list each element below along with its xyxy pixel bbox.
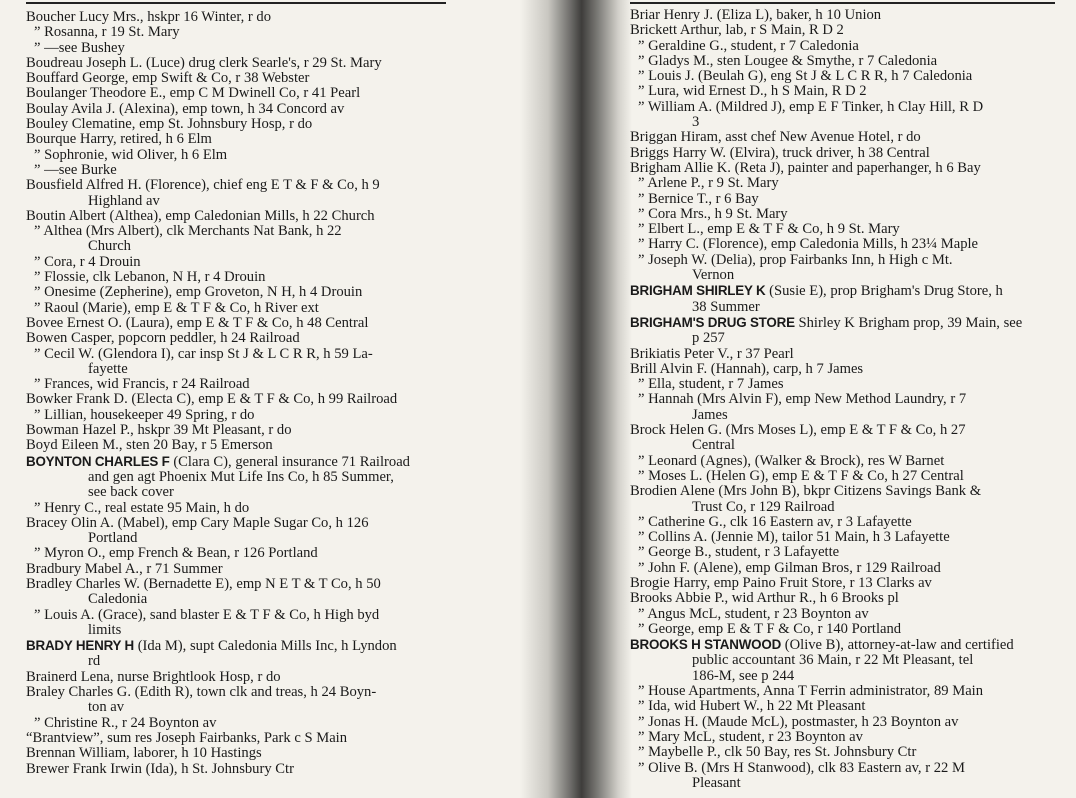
entry-continuation-line — [26, 531, 530, 546]
sub-entry-line — [26, 301, 530, 316]
directory-entry — [26, 86, 530, 101]
entry-details: p 257 — [692, 330, 725, 347]
entry-name: Boyd Eileen M., — [26, 437, 123, 454]
entry-details: ” William A. (Mildred J), emp E F Tinker, h Clay Hill, R D — [638, 98, 984, 115]
entry-name: Brainerd Lena, — [26, 668, 114, 685]
directory-entry — [26, 71, 530, 86]
sub-entry-line — [630, 684, 1076, 699]
entry-details: ” —see Burke — [34, 161, 117, 178]
entry-name: Brill Alvin F. — [630, 360, 708, 377]
entry-name: Brewer Frank Irwin — [26, 760, 142, 777]
entry-details: Central — [692, 437, 735, 454]
entry-name: Boudreau Joseph L. — [26, 54, 143, 71]
sub-entry-line — [26, 41, 530, 56]
entry-details: popcorn peddler, h 24 Railroad — [118, 330, 300, 347]
directory-entry — [630, 637, 1076, 653]
entry-details: ” Arlene P., r 9 St. Mary — [638, 175, 779, 192]
entry-continuation-line — [26, 194, 530, 209]
sub-entry-line — [26, 255, 530, 270]
left-directory-column — [0, 0, 530, 798]
entry-details: (Bernadette E), emp N E T & T Co, h 50 — [143, 575, 381, 592]
entry-details: ” Onesime (Zepherine), emp Groveton, N H, h 4 Drouin — [34, 284, 363, 301]
sub-entry-line — [630, 100, 1076, 115]
entry-details: ” Cora Mrs., h 9 St. Mary — [638, 205, 788, 222]
entry-details: (Ida), h St. Johnsbury Ctr — [145, 760, 294, 777]
entry-details: r 71 Summer — [146, 560, 223, 577]
sub-entry-line — [630, 530, 1076, 545]
entry-details: 38 Summer — [692, 298, 760, 315]
entry-details: public accountant 36 Main, r 22 Mt Pleasant, tel — [692, 652, 974, 669]
entry-details: ” House Apartments, Anna T Ferrin administrator, 89 Main — [638, 683, 984, 700]
entry-details: ” Jonas H. (Maude McL), postmaster, h 23 Boynton av — [638, 713, 959, 730]
entry-details: (Hannah), carp, h 7 James — [710, 360, 864, 377]
sub-entry-line — [630, 699, 1076, 714]
entry-details: ” Louis J. (Beulah G), eng St J & L C R R, h 7 Caledonia — [638, 68, 973, 85]
directory-entry — [26, 731, 530, 746]
entry-name: Briggan Hiram, — [630, 129, 722, 146]
entry-details: ” Angus McL, student, r 23 Boynton av — [638, 605, 869, 622]
entry-continuation-line — [630, 500, 1076, 515]
sub-entry-line — [630, 176, 1076, 191]
directory-entry — [630, 130, 1076, 145]
directory-entry — [26, 438, 530, 453]
entry-name: Boucher Lucy Mrs., — [26, 9, 144, 25]
sub-entry-line — [630, 715, 1076, 730]
entry-continuation-line — [26, 362, 530, 377]
directory-entry — [630, 23, 1076, 38]
directory-entry — [26, 454, 530, 470]
directory-entry — [630, 591, 1076, 606]
entry-name: BRIGHAM SHIRLEY K — [630, 283, 766, 299]
entry-details: (Mabel), emp Cary Maple Sugar Co, h 126 — [117, 514, 369, 531]
entry-name: Briggs Harry W. — [630, 144, 727, 161]
entry-details: ” Cora, r 4 Drouin — [34, 253, 141, 270]
entry-name: “Brantview”, — [26, 729, 104, 746]
entry-details: ” Geraldine G., student, r 7 Caledonia — [638, 37, 859, 54]
directory-entry — [26, 577, 530, 592]
entry-name: Bouffard George, — [26, 70, 129, 87]
sub-entry-line — [630, 253, 1076, 268]
sub-entry-line — [630, 69, 1076, 84]
sub-entry-line — [630, 237, 1076, 252]
sub-entry-line — [26, 546, 530, 561]
entry-details: retired, h 6 Elm — [120, 131, 212, 148]
sub-entry-line — [26, 270, 530, 285]
entry-continuation-line — [630, 669, 1076, 684]
entry-details: ” Lillian, housekeeper 49 Spring, r do — [34, 406, 255, 423]
entry-details: (Mrs John B), bkpr Citizens Savings Bank & — [718, 483, 982, 500]
entry-details: (Alexina), emp town, h 34 Concord av — [118, 100, 345, 117]
sub-entry-line — [630, 222, 1076, 237]
directory-entry — [26, 423, 530, 438]
directory-entry — [26, 178, 530, 193]
directory-entry — [26, 56, 530, 71]
directory-entry — [26, 117, 530, 132]
entry-details: ” George B., student, r 3 Lafayette — [638, 544, 840, 561]
sub-entry-line — [26, 25, 530, 40]
entry-details: (Reta J), painter and paperhanger, h 6 Bay — [734, 159, 981, 176]
entry-details: (Mrs Moses L), emp E & T F & Co, h 27 — [725, 422, 966, 439]
entry-details: ” Sophronie, wid Oliver, h 6 Elm — [34, 146, 228, 163]
sub-entry-line — [26, 377, 530, 392]
entry-details: ” Henry C., real estate 95 Main, h do — [34, 499, 250, 516]
entry-details: Trust Co, r 129 Railroad — [692, 498, 835, 515]
sub-entry-line — [26, 408, 530, 423]
entry-name: Bouley Clematine, — [26, 116, 136, 133]
sub-entry-line — [26, 224, 530, 239]
entry-details: ” Mary McL, student, r 23 Boynton av — [638, 728, 863, 745]
entry-details: sten 20 Bay, r 5 Emerson — [126, 437, 273, 454]
sub-entry-line — [630, 392, 1076, 407]
sub-entry-line — [26, 148, 530, 163]
entry-details: emp C M Dwinell Co, r 41 Pearl — [169, 85, 361, 102]
entry-continuation-line — [26, 470, 530, 485]
entry-details: ” Myron O., emp French & Bean, r 126 Portland — [34, 545, 318, 562]
sub-entry-line — [630, 730, 1076, 745]
entry-name: Bovee Ernest O. — [26, 314, 123, 331]
entry-name: Braley Charles G. — [26, 684, 131, 701]
directory-entry — [630, 362, 1076, 377]
sub-entry-line — [630, 454, 1076, 469]
directory-entry — [26, 209, 530, 224]
entry-details: ” Ella, student, r 7 James — [638, 376, 784, 393]
entry-continuation-line — [630, 438, 1076, 453]
entry-name: Bowen Casper, — [26, 330, 115, 347]
entry-details: ” Cecil W. (Glendora I), car insp St J & L C R R, h 59 La- — [34, 345, 373, 362]
entry-name: BROOKS H STANWOOD — [630, 637, 782, 653]
entry-name: Briar Henry J. — [630, 7, 714, 23]
entry-details: ” Catherine G., clk 16 Eastern av, r 3 Lafayette — [638, 513, 912, 530]
directory-entry — [26, 670, 530, 685]
sub-entry-line — [630, 84, 1076, 99]
entry-details: ” Moses L. (Helen G), emp E & T F & Co, h 27 Central — [638, 467, 964, 484]
sub-entry-line — [26, 347, 530, 362]
entry-details: ” Lura, wid Ernest D., h S Main, R D 2 — [638, 83, 867, 100]
entry-details: ” Joseph W. (Delia), prop Fairbanks Inn, h High c Mt. — [638, 251, 953, 268]
entry-details: (Laura), emp E & T F & Co, h 48 Central — [125, 314, 369, 331]
entry-details: (Eliza L), baker, h 10 Union — [716, 7, 882, 23]
entry-name: Bowker Frank D. — [26, 391, 128, 408]
directory-entry — [26, 331, 530, 346]
page-gutter-shadow — [520, 0, 632, 798]
entry-details: rd — [88, 653, 101, 670]
sub-entry-line — [630, 377, 1076, 392]
directory-entry — [630, 423, 1076, 438]
entry-details: ” Collins A. (Jennie M), tailor 51 Main, h 3 Lafayette — [638, 529, 950, 546]
entry-details: laborer, h 10 Hastings — [133, 745, 262, 762]
entry-details: (Luce) drug clerk Searle's, r 29 St. Mary — [145, 54, 382, 71]
sub-entry-line — [26, 285, 530, 300]
entry-details: ” —see Bushey — [34, 39, 125, 56]
directory-entry — [26, 392, 530, 407]
entry-details: Church — [88, 238, 131, 255]
entry-continuation-line — [630, 268, 1076, 283]
entry-name: Bourque Harry, — [26, 131, 117, 148]
directory-entry — [630, 161, 1076, 176]
directory-entry — [26, 516, 530, 531]
directory-entry — [26, 132, 530, 147]
entry-continuation-line — [26, 623, 530, 638]
entry-details: (Electa C), emp E & T F & Co, h 99 Railroad — [131, 391, 398, 408]
entry-details: ” Harry C. (Florence), emp Caledonia Mills, h 23¼ Maple — [638, 236, 979, 253]
entry-details: Vernon — [692, 267, 735, 284]
entry-details: ton av — [88, 699, 125, 716]
sub-entry-line — [630, 761, 1076, 776]
entry-details: ” Gladys M., sten Lougee & Smythe, r 7 Caledonia — [638, 52, 938, 69]
entry-details: ” Rosanna, r 19 St. Mary — [34, 24, 180, 41]
entry-name: Bousfield Alfred H. — [26, 177, 142, 194]
directory-entry — [630, 484, 1076, 499]
entry-details: (Clara C), general insurance 71 Railroad — [173, 453, 410, 470]
entry-continuation-line — [26, 592, 530, 607]
entry-continuation-line — [630, 300, 1076, 315]
entry-details: James — [692, 406, 728, 423]
entry-details: ” Bernice T., r 6 Bay — [638, 190, 759, 207]
entry-continuation-line — [630, 408, 1076, 423]
entry-details: ” Hannah (Mrs Alvin F), emp New Method Laundry, r 7 — [638, 391, 967, 408]
entry-continuation-line — [26, 654, 530, 669]
entry-details: and gen agt Phoenix Mut Life Ins Co, h 85 Summer, — [88, 468, 394, 485]
entry-details: (Edith R), town clk and treas, h 24 Boyn- — [134, 684, 377, 701]
entry-continuation-line — [26, 239, 530, 254]
directory-entry — [26, 685, 530, 700]
sub-entry-line — [630, 745, 1076, 760]
entry-name: Boulanger Theodore E., — [26, 85, 166, 102]
entry-details: (Florence), chief eng E T & F & Co, h 9 — [145, 177, 380, 194]
directory-entry — [630, 576, 1076, 591]
entry-name: Brikiatis Peter V., — [630, 345, 734, 362]
entry-details: ” Flossie, clk Lebanon, N H, r 4 Drouin — [34, 269, 266, 286]
directory-entry — [26, 562, 530, 577]
entry-name: Brennan William, — [26, 745, 130, 762]
entry-name: BRIGHAM'S DRUG STORE — [630, 314, 795, 330]
entry-details: ” Christine R., r 24 Boynton av — [34, 714, 217, 731]
entry-details: ” Elbert L., emp E & T F & Co, h 9 St. Mary — [638, 221, 900, 238]
entry-details: ” Olive B. (Mrs H Stanwood), clk 83 Eastern av, r 22 M — [638, 759, 965, 776]
entry-details: Caledonia — [88, 591, 148, 608]
entry-details: Pleasant — [692, 774, 741, 791]
entry-continuation-line — [630, 331, 1076, 346]
sub-entry-line — [630, 515, 1076, 530]
entry-details: emp Paino Fruit Store, r 13 Clarks av — [713, 574, 932, 591]
entry-details: (Althea), emp Caledonian Mills, h 22 Church — [109, 207, 375, 224]
entry-details: ” Althea (Mrs Albert), clk Merchants Nat Bank, h 22 — [34, 223, 342, 240]
right-directory-column — [620, 0, 1076, 798]
sub-entry-line — [630, 622, 1076, 637]
entry-details: sum res Joseph Fairbanks, Park c S Main — [107, 729, 348, 746]
directory-entry — [630, 146, 1076, 161]
directory-entry — [26, 762, 530, 777]
entry-name: Bracey Olin A. — [26, 514, 114, 531]
entry-details: limits — [88, 621, 122, 638]
entry-details: (Olive B), attorney-at-law and certified — [784, 637, 1014, 654]
entry-name: Bowman Hazel P., — [26, 422, 134, 439]
sub-entry-line — [630, 192, 1076, 207]
directory-entry — [26, 316, 530, 331]
entry-details: Shirley K Brigham prop, 39 Main, see — [798, 314, 1023, 331]
entry-details: ” Maybelle P., clk 50 Bay, res St. Johnsbury Ctr — [638, 744, 917, 761]
sub-entry-line — [630, 207, 1076, 222]
entry-continuation-line — [26, 700, 530, 715]
entry-name: Brooks Abbie P., — [630, 590, 729, 607]
entry-details: emp Swift & Co, r 38 Webster — [132, 70, 310, 87]
entry-name: BOYNTON CHARLES F — [26, 453, 170, 469]
entry-details: wid Arthur R., h 6 Brooks pl — [731, 590, 899, 607]
entry-details: hskpr 16 Winter, r do — [147, 9, 272, 25]
entry-details: ” Frances, wid Francis, r 24 Railroad — [34, 376, 250, 393]
entry-details: emp St. Johnsbury Hosp, r do — [139, 116, 313, 133]
sub-entry-line — [630, 469, 1076, 484]
entry-continuation-line — [630, 776, 1076, 791]
directory-entry — [26, 102, 530, 117]
directory-entry — [630, 347, 1076, 362]
entry-name: BRADY HENRY H — [26, 638, 135, 654]
entry-continuation-line — [630, 115, 1076, 130]
sub-entry-line — [630, 39, 1076, 54]
entry-details: lab, r S Main, R D 2 — [725, 22, 844, 39]
entry-details: ” George, emp E & T F & Co, r 140 Portland — [638, 620, 902, 637]
directory-entry — [630, 283, 1076, 299]
sub-entry-line — [26, 501, 530, 516]
entry-name: Brickett Arthur, — [630, 22, 722, 39]
entry-name: Brodien Alene — [630, 483, 715, 500]
entry-details: (Elvira), truck driver, h 38 Central — [729, 144, 930, 161]
entry-details: 3 — [692, 114, 700, 131]
sub-entry-line — [630, 607, 1076, 622]
entry-details: Portland — [88, 530, 138, 547]
entry-details: (Susie E), prop Brigham's Drug Store, h — [769, 283, 1003, 300]
entry-name: Brigham Allie K. — [630, 159, 731, 176]
entry-name: Bradbury Mabel A., — [26, 560, 143, 577]
entry-details: 186-M, see p 244 — [692, 667, 795, 684]
entry-name: Brogie Harry, — [630, 574, 711, 591]
sub-entry-line — [630, 561, 1076, 576]
entry-details: fayette — [88, 360, 128, 377]
directory-entry — [630, 315, 1076, 331]
entry-details: (Ida M), supt Caledonia Mills Inc, h Lyndon — [137, 638, 397, 655]
directory-entry — [630, 8, 1076, 23]
entry-continuation-line — [26, 485, 530, 500]
sub-entry-line — [630, 545, 1076, 560]
directory-entry — [26, 10, 530, 25]
entry-details: hskpr 39 Mt Pleasant, r do — [137, 422, 292, 439]
sub-entry-line — [26, 608, 530, 623]
directory-entry — [26, 746, 530, 761]
entry-details: ” John F. (Alene), emp Gilman Bros, r 129 Railroad — [638, 559, 941, 576]
entry-details: ” Louis A. (Grace), sand blaster E & T F & Co, h High byd — [34, 606, 380, 623]
entry-details: nurse Brightlook Hosp, r do — [117, 668, 281, 685]
sub-entry-line — [630, 54, 1076, 69]
entry-details: ” Raoul (Marie), emp E & T F & Co, h River ext — [34, 299, 319, 316]
entry-name: Bradley Charles W. — [26, 575, 140, 592]
entry-details: ” Ida, wid Hubert W., h 22 Mt Pleasant — [638, 698, 866, 715]
entry-details: asst chef New Avenue Hotel, r do — [725, 129, 921, 146]
entry-name: Boulay Avila J. — [26, 100, 116, 117]
entry-name: Brock Helen G. — [630, 422, 722, 439]
entry-continuation-line — [630, 653, 1076, 668]
sub-entry-line — [26, 716, 530, 731]
entry-details: ” Leonard (Agnes), (Walker & Brock), res W Barnet — [638, 452, 945, 469]
sub-entry-line — [26, 163, 530, 178]
entry-name: Boutin Albert — [26, 207, 106, 224]
directory-entry — [26, 638, 530, 654]
entry-details: r 37 Pearl — [736, 345, 794, 362]
entry-details: Highland av — [88, 192, 160, 209]
entry-details: see back cover — [88, 484, 174, 501]
